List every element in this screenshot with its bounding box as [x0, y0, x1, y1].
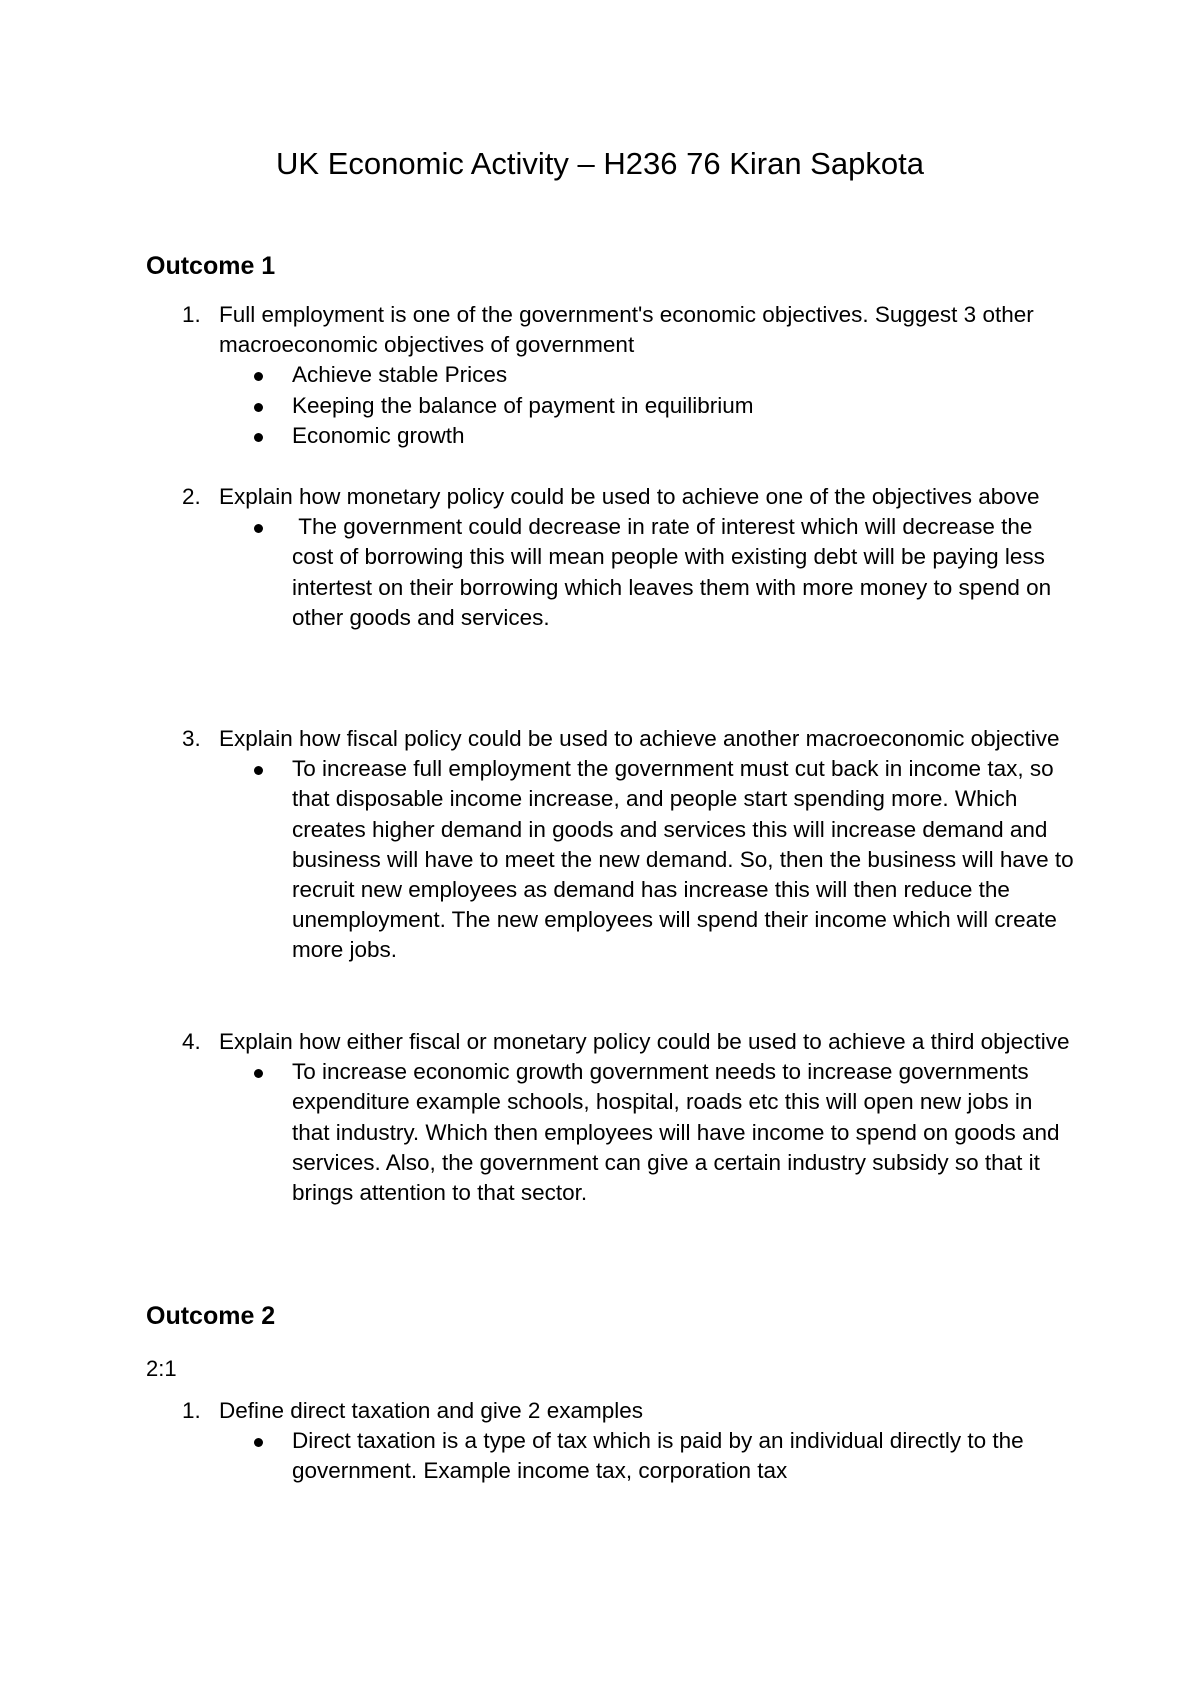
document-title: UK Economic Activity – H236 76 Kiran Sapkota: [276, 146, 924, 181]
bullet-icon: [254, 433, 263, 442]
question-text: Explain how fiscal policy could be used to achieve another macroeconomic objective: [219, 726, 1060, 751]
question-2-1: [146, 1396, 1076, 1487]
question-text: Explain how monetary policy could be used to achieve one of the objectives above: [219, 484, 1040, 509]
answer-list: [146, 1057, 1076, 1208]
answer-text: The government could decrease in rate of interest which will decrease the cost of borrowing this will mean people with existing debt will be paying less intertest on their borrowing which leaves them with more money to spend on other goods and services.: [292, 514, 1058, 630]
question-number: 3.: [182, 726, 201, 751]
question-number: 1.: [182, 1398, 201, 1423]
answer-item: [292, 754, 1076, 965]
bullet-icon: [254, 403, 263, 412]
answer-item: [292, 360, 1076, 390]
question-number: 1.: [182, 302, 201, 327]
question-1: [146, 300, 1076, 451]
bullet-icon: [254, 766, 263, 775]
outcome-2-heading: Outcome 2: [146, 1302, 276, 1330]
section-label: 2:1: [146, 1356, 177, 1381]
bullet-icon: [254, 372, 263, 381]
answer-item: [292, 421, 1076, 451]
bullet-icon: [254, 524, 263, 533]
answer-list: [146, 754, 1076, 965]
question-number: 4.: [182, 1029, 201, 1054]
answer-list: [146, 1426, 1076, 1486]
answer-text: Achieve stable Prices: [292, 362, 508, 388]
answer-text: Keeping the balance of payment in equilibrium: [292, 392, 754, 418]
answer-item: [292, 1057, 1076, 1208]
question-number: 2.: [182, 484, 201, 509]
bullet-icon: [254, 1069, 263, 1078]
question-text: Full employment is one of the government's economic objectives. Suggest 3 other macroeconomic objectives of government: [219, 302, 1034, 358]
answer-item: [292, 391, 1076, 421]
bullet-icon: [254, 1438, 263, 1447]
outcome-1-heading: Outcome 1: [146, 252, 276, 280]
answer-item: [292, 1426, 1076, 1486]
answer-text: Direct taxation is a type of tax which is paid by an individual directly to the government. Example income tax, corporation tax: [292, 1428, 1024, 1484]
question-text: Define direct taxation and give 2 examples: [219, 1398, 643, 1423]
answer-item: [292, 512, 1076, 633]
question-2: [146, 482, 1076, 633]
answer-text: To increase full employment the government must cut back in income tax, so that disposable income increase, and people start spending more. Which creates higher demand in goods and services this will increase demand and business will have to meet the new demand. So, then the business will have to recruit new employees as demand has increase this will then reduce the unemployment. The new employees will spend their income which will create more jobs.: [292, 756, 1074, 963]
question-text: Explain how either fiscal or monetary policy could be used to achieve a third objective: [219, 1029, 1070, 1054]
answer-list: [146, 512, 1076, 633]
question-4: [146, 1027, 1076, 1208]
answer-text: Economic growth: [292, 422, 465, 448]
answer-text: To increase economic growth government needs to increase governments expenditure example schools, hospital, roads etc this will open new jobs in that industry. Which then employees will have income to spend on goods and services. Also, the government can give a certain industry subsidy so that it brings attention to that sector.: [292, 1059, 1060, 1206]
question-3: [146, 724, 1076, 966]
answer-list: [146, 360, 1076, 451]
